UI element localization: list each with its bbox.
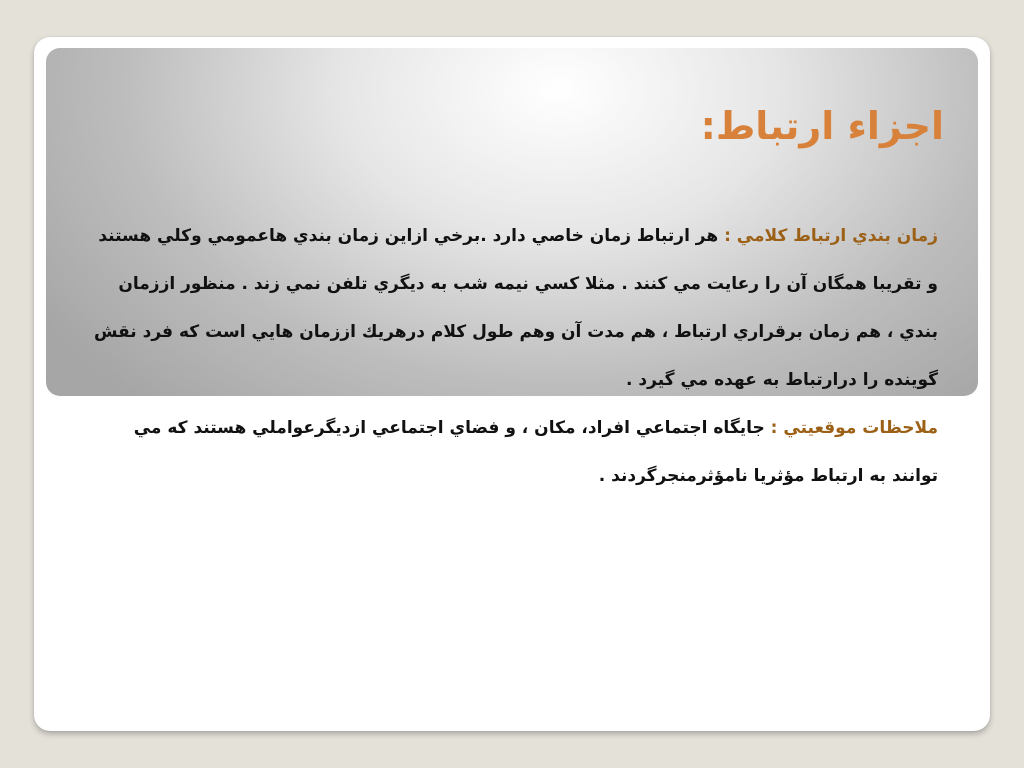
slide-body (92, 212, 938, 500)
paragraph-text: هر ارتباط زمان خاصي دارد .برخي ازاين زمان بندي هاعمومي وكلي هستند و تقريبا همگان آن را رعايت مي كنند . مثلا كسي نيمه شب به ديگري تلفن نمي زند . منظور اززمان بندي ، هم زمان برقراري ارتباط ، هم مدت آن وهم طول كلام درهريك اززمان هايي است كه فرد نقش گوينده را درارتباط به عهده مي گيرد . (94, 226, 938, 390)
term-situational: ملاحظات موقعيتي : (764, 418, 938, 438)
paragraph-text: جايگاه اجتماعي افراد، مكان ، و فضاي اجتماعي ازديگرعواملي هستند كه مي توانند به ارتباط مؤثريا نامؤثرمنجرگردند . (133, 418, 938, 486)
slide-title: اجزاء ارتباط: (700, 104, 944, 148)
paragraph-verbal-timing (92, 212, 938, 404)
term-verbal-timing: زمان بندي ارتباط كلامي : (718, 226, 938, 246)
paragraph-situational (92, 404, 938, 500)
